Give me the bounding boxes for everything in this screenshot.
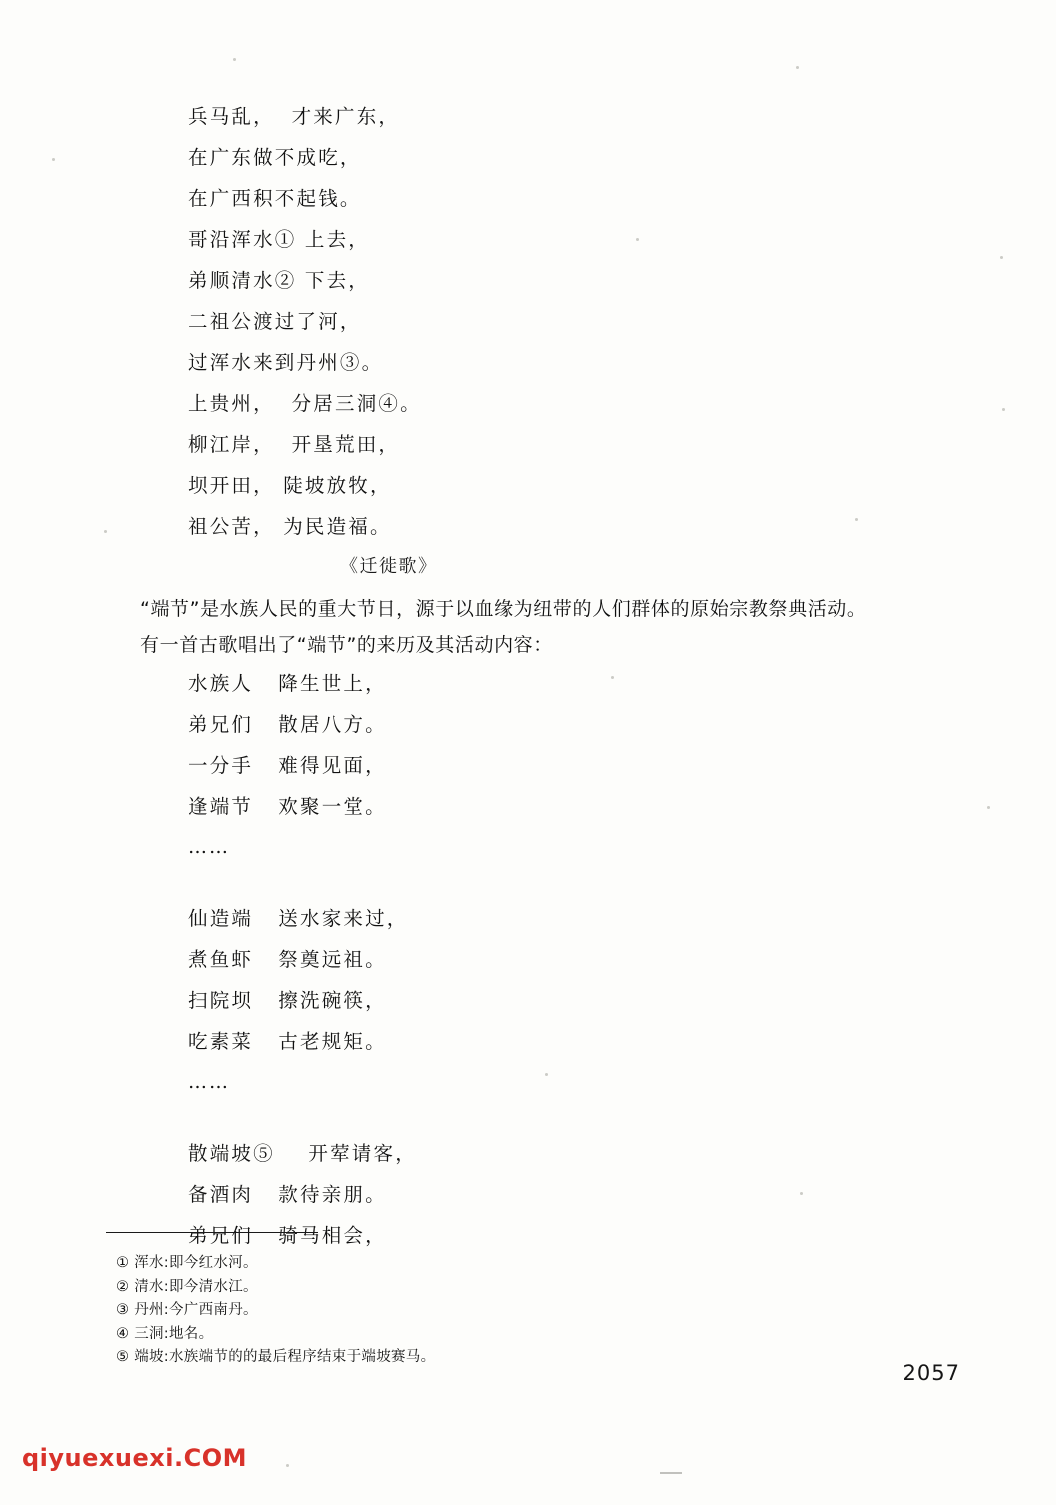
- song-title: 《迁徙歌》: [340, 556, 438, 577]
- verse-line: 二祖公渡过了河，: [188, 310, 362, 333]
- verse-line: 上贵州， 分居三洞④。: [188, 392, 422, 415]
- verse-line: 柳江岸， 开垦荒田，: [188, 433, 401, 456]
- footnote-list: [116, 1252, 896, 1370]
- verse-line: 弟顺清水② 下去，: [188, 269, 370, 292]
- verse-line: 在广东做不成吃，: [188, 146, 362, 169]
- footnote-item: ① 浑水:即今红水河。: [116, 1255, 258, 1271]
- verse-line: 哥沿浑水① 上去，: [188, 228, 370, 251]
- footnote-item: ③ 丹州:今广西南丹。: [116, 1302, 258, 1318]
- footnote-item: ② 清水:即今清水江。: [116, 1278, 258, 1295]
- scan-artifact: [52, 158, 55, 161]
- verse-line: 弟兄们 散居八方。: [188, 713, 387, 736]
- ellipsis-marker: ……: [188, 1071, 230, 1093]
- site-watermark: [22, 1444, 247, 1472]
- watermark-text: qiyuexuexi.COM: [22, 1444, 247, 1472]
- verse-line: 在广西积不起钱。: [188, 187, 362, 210]
- verse-block-duanjie-1: [140, 663, 950, 868]
- verse-line: 散端坡⑤ 开荤请客，: [188, 1142, 417, 1165]
- verse-line: 备酒肉 款待亲朋。: [188, 1183, 387, 1206]
- verse-spacer: [140, 868, 950, 898]
- verse-line: 吃素菜 古老规矩。: [188, 1030, 387, 1053]
- verse-line: 仙造端 送水家来过，: [188, 907, 409, 930]
- scan-artifact: [796, 66, 799, 69]
- verse-block-duanjie-3: [140, 1133, 950, 1256]
- verse-line: 煮鱼虾 祭奠远祖。: [188, 948, 387, 971]
- verse-line: 逢端节 欢聚一堂。: [188, 795, 387, 818]
- verse-line: 一分手 难得见面，: [188, 754, 387, 777]
- scan-artifact: [1002, 408, 1005, 411]
- paragraph-line: “端节”是水族人民的重大节日，源于以血缘为纽带的人们群体的原始宗教祭典活动。: [140, 598, 867, 620]
- scan-artifact: [1000, 256, 1003, 259]
- verse-line: 兵马乱， 才来广东，: [188, 105, 401, 128]
- paragraph-line: 有一首古歌唱出了“端节”的来历及其活动内容：: [140, 634, 553, 656]
- verse-block-duanjie-2: [140, 898, 950, 1103]
- footnote-item: ④ 三洞:地名。: [116, 1325, 214, 1342]
- body-paragraph: [140, 591, 950, 663]
- verse-block-migration-song: [140, 96, 950, 547]
- scan-artifact: [286, 1464, 289, 1467]
- verse-spacer: [140, 1103, 950, 1133]
- ellipsis-marker: ……: [188, 836, 230, 858]
- verse-line: 弟兄们 骑马相会，: [188, 1224, 387, 1247]
- page-number: 2057: [902, 1361, 960, 1385]
- scan-artifact: [987, 806, 990, 809]
- verse-line: 坝开田， 陡坡放牧，: [188, 474, 392, 497]
- scan-artifact: [233, 58, 236, 61]
- scan-edge-mark: [660, 1472, 682, 1474]
- verse-line: 扫院坝 擦洗碗筷，: [188, 989, 387, 1012]
- footnote-separator: [106, 1232, 318, 1233]
- footnote-item: ⑤ 端坡:水族端节的的最后程序结束于端坡赛马。: [116, 1349, 436, 1365]
- scan-artifact: [104, 530, 107, 533]
- verse-line: 祖公苦， 为民造福。: [188, 515, 392, 538]
- verse-line: 水族人 降生世上，: [188, 672, 387, 695]
- page-content: [140, 96, 950, 1256]
- verse-line: 过浑水来到丹州③。: [188, 351, 384, 374]
